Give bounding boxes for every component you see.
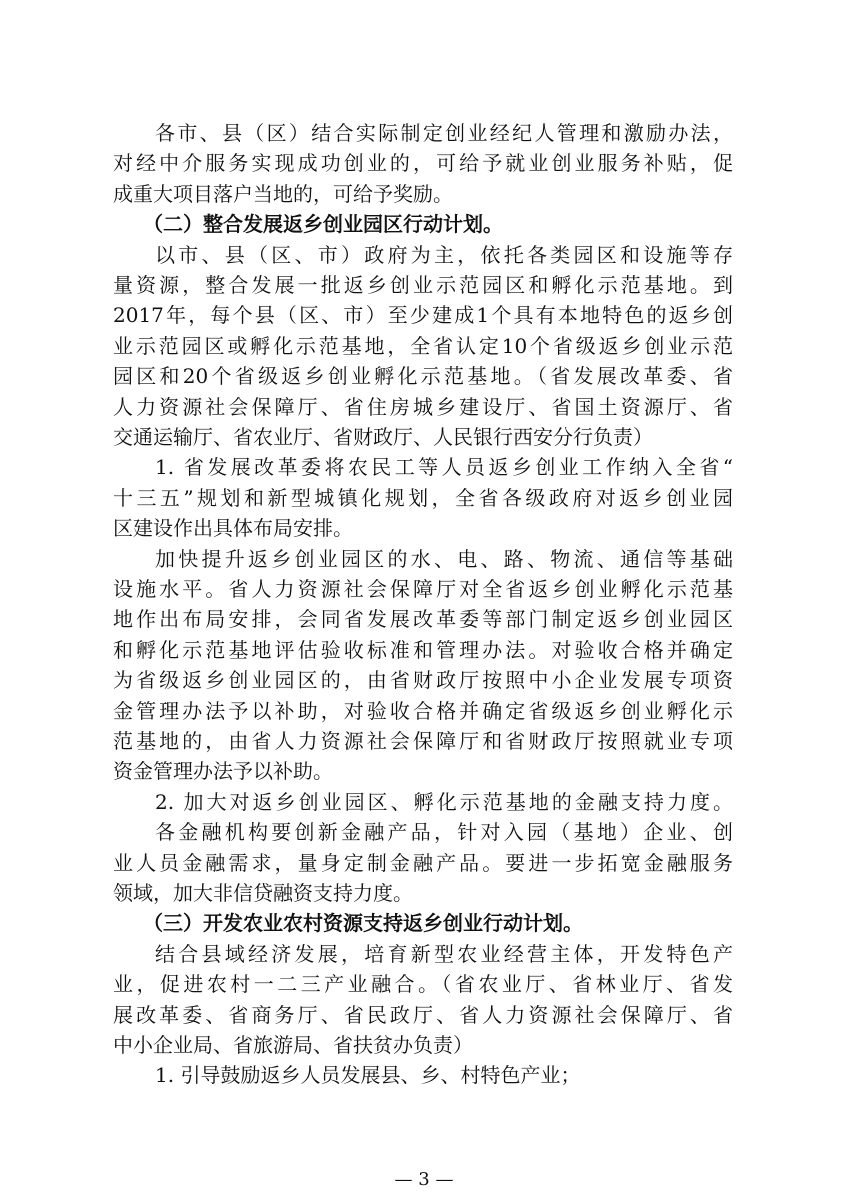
paragraph-3-line-7: 范基地的，由省人力资源社会保障厅和省财政厅按照就业专项 bbox=[113, 729, 733, 753]
paragraph-5-line-2: 业，促进农村一二三产业融合。（省农业厅、省林业厅、省发 bbox=[113, 972, 733, 997]
paragraph-2-line-5: 园区和20个省级返乡创业孵化示范基地。（省发展改革委、省 bbox=[113, 364, 733, 389]
item-2-line-1: 2. 加大对返乡创业园区、孵化示范基地的金融支持力度。 bbox=[155, 789, 733, 814]
paragraph-3-line-3: 地作出布局安排，会同省发展改革委等部门制定返乡创业园区 bbox=[113, 607, 733, 632]
paragraph-1-line-2: 对经中介服务实现成功创业的，可给予就业创业服务补贴，促 bbox=[113, 151, 733, 176]
paragraph-2-line-1: 以市、县（区、市）政府为主，依托各类园区和设施等存 bbox=[155, 242, 733, 267]
item-1-line-3: 区建设作出具体布局安排。 bbox=[113, 516, 353, 541]
paragraph-4-line-2: 业人员金融需求，量身定制金融产品。要进一步拓宽金融服务 bbox=[113, 850, 733, 875]
paragraph-3-line-1: 加快提升返乡创业园区的水、电、路、物流、通信等基础 bbox=[155, 546, 733, 571]
paragraph-1-line-3: 成重大项目落户当地的，可给予奖励。 bbox=[113, 181, 453, 206]
paragraph-4-line-3: 领域，加大非信贷融资支持力度。 bbox=[113, 881, 413, 905]
paragraph-2-line-2: 量资源，整合发展一批返乡创业示范园区和孵化示范基地。到 bbox=[113, 273, 733, 297]
item-1-line-2: 十三五”规划和新型城镇化规划，全省各级政府对返乡创业园 bbox=[113, 485, 733, 510]
paragraph-5-line-1: 结合县域经济发展，培育新型农业经营主体，开发特色产 bbox=[155, 941, 733, 966]
item-1-line-1: 1. 省发展改革委将农民工等人员返乡创业工作纳入全省“ bbox=[155, 455, 733, 480]
paragraph-2-line-6: 人力资源社会保障厅、省住房城乡建设厅、省国土资源厅、省 bbox=[113, 394, 733, 419]
paragraph-2-line-7: 交通运输厅、省农业厅、省财政厅、人民银行西安分行负责） bbox=[113, 425, 653, 449]
paragraph-2-line-3: 2017年，每个县（区、市）至少建成1个具有本地特色的返乡创 bbox=[113, 303, 733, 328]
paragraph-1-line-1: 各市、县（区）结合实际制定创业经纪人管理和激励办法， bbox=[155, 121, 733, 145]
section-heading-2: （二）整合发展返乡创业园区行动计划。 bbox=[143, 212, 503, 237]
paragraph-3-line-5: 为省级返乡创业园区的，由省财政厅按照中小企业发展专项资 bbox=[113, 668, 733, 693]
item-3-line-1: 1. 引导鼓励返乡人员发展县、乡、村特色产业； bbox=[155, 1063, 581, 1088]
paragraph-5-line-4: 中小企业局、省旅游局、省扶贫办负责） bbox=[113, 1033, 473, 1057]
paragraph-3-line-2: 设施水平。省人力资源社会保障厅对全省返乡创业孵化示范基 bbox=[113, 577, 733, 601]
page-number: — 3 — bbox=[394, 1169, 454, 1190]
paragraph-4-line-1: 各金融机构要创新金融产品，针对入园（基地）企业、创 bbox=[155, 820, 733, 845]
paragraph-5-line-3: 展改革委、省商务厅、省民政厅、省人力资源社会保障厅、省 bbox=[113, 1002, 733, 1027]
paragraph-3-line-6: 金管理办法予以补助，对验收合格并确定省级返乡创业孵化示 bbox=[113, 698, 733, 723]
paragraph-3-line-8: 资金管理办法予以补助。 bbox=[113, 759, 333, 784]
paragraph-2-line-4: 业示范园区或孵化示范基地，全省认定10个省级返乡创业示范 bbox=[113, 333, 733, 358]
section-heading-3: （三）开发农业农村资源支持返乡创业行动计划。 bbox=[143, 911, 583, 936]
paragraph-3-line-4: 和孵化示范基地评估验收标准和管理办法。对验收合格并确定 bbox=[113, 637, 733, 662]
